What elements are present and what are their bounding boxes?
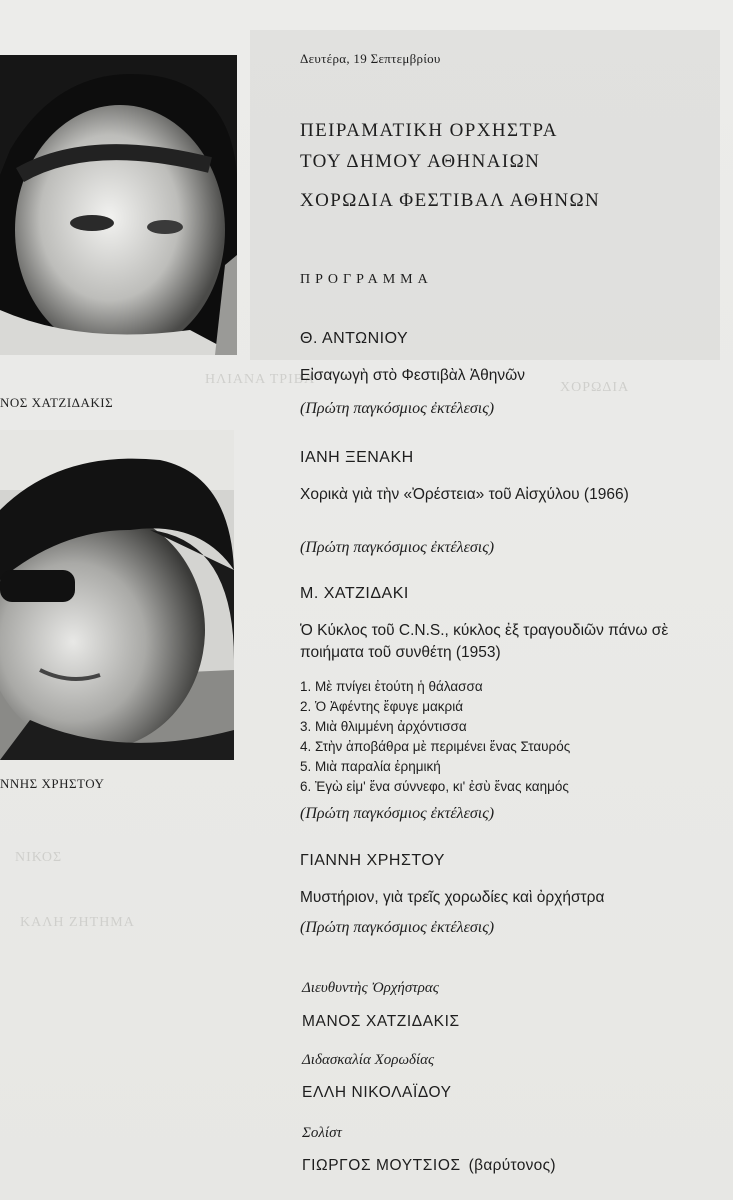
bleed-through-text: ΝΙΚΟΣ xyxy=(15,850,63,865)
list-item: 1. Μὲ πνίγει ἐτούτη ἡ θάλασσα xyxy=(300,679,483,694)
composer-name: ΓΙΑΝΝΗ ΧΡΗΣΤΟΥ xyxy=(300,852,445,869)
soloist-voice-type: (βαρύτονος) xyxy=(468,1157,556,1174)
work-title: Εἰσαγωγὴ στὸ Φεστιβὰλ Ἀθηνῶν xyxy=(300,367,525,384)
soloist-role: Σολίστ xyxy=(302,1125,342,1141)
list-item: 4. Στὴν ἀποβάθρα μὲ περιμένει ἕνας Σταυρός xyxy=(300,739,571,754)
photo-caption-2: ΝΝΗΣ ΧΡΗΣΤΟΥ xyxy=(0,776,105,791)
ensemble-title-line-2: ΤΟΥ ΔΗΜΟΥ ΑΘΗΝΑΙΩΝ xyxy=(300,151,541,172)
work-title: Ὁ Κύκλος τοῦ C.N.S., κύκλος ἐξ τραγουδιῶν πάνω σὲ ποιήματα τοῦ συνθέτη (1953) xyxy=(300,622,669,661)
list-item: 6. Ἐγὼ εἰμ' ἕνα σύννεφο, κι' ἐσὺ ἕνας καημός xyxy=(300,779,569,794)
concert-date: Δευτέρα, 19 Σεπτεμβρίου xyxy=(300,51,441,66)
premiere-note: (Πρώτη παγκόσμιος ἐκτέλεσις) xyxy=(300,400,495,417)
photo-caption-1: ΝΟΣ ΧΑΤΖΙΔΑΚΙΣ xyxy=(0,395,114,410)
portrait-photo-hatzidakis xyxy=(0,55,237,355)
conductor-role: Διευθυντὴς Ὀρχήστρας xyxy=(302,980,439,996)
chorus-director-name: ΕΛΛΗ ΝΙΚΟΛΑΪΔΟΥ xyxy=(302,1084,452,1101)
list-item: 5. Μιὰ παραλία ἐρημική xyxy=(300,759,441,774)
soloist-name: ΓΙΩΡΓΟΣ ΜΟΥΤΣΙΟΣ xyxy=(302,1157,461,1174)
program-heading: ΠΡΟΓΡΑΜΜΑ xyxy=(300,272,433,287)
list-item: 2. Ὁ Ἀφέντης ἔφυγε μακριά xyxy=(300,699,464,714)
list-item: 3. Μιὰ θλιμμένη ἀρχόντισσα xyxy=(300,719,467,734)
composer-name: Θ. ΑΝΤΩΝΙΟΥ xyxy=(300,330,409,347)
chorus-director-role: Διδασκαλία Χορωδίας xyxy=(302,1052,435,1068)
soloist-line xyxy=(302,1157,556,1175)
work-title: Χορικὰ γιὰ τὴν «Ὀρέστεια» τοῦ Αἰσχύλου (1966) xyxy=(300,486,629,503)
ensemble-title-line-1: ΠΕΙΡΑΜΑΤΙΚΗ ΟΡΧΗΣΤΡΑ xyxy=(300,120,558,141)
conductor-name: ΜΑΝΟΣ ΧΑΤΖΙΔΑΚΙΣ xyxy=(302,1013,460,1030)
bleed-through-text: ΚΑΛΗ ΖΗΤΗΜΑ xyxy=(20,915,135,930)
work-title: Μυστήριον, γιὰ τρεῖς χορωδίες καὶ ὀρχήστρα xyxy=(300,889,605,906)
premiere-note: (Πρώτη παγκόσμιος ἐκτέλεσις) xyxy=(300,919,495,936)
premiere-note: (Πρώτη παγκόσμιος ἐκτέλεσις) xyxy=(300,805,495,822)
premiere-note: (Πρώτη παγκόσμιος ἐκτέλεσις) xyxy=(300,539,495,556)
ensemble-title-line-3: ΧΟΡΩΔΙΑ ΦΕΣΤΙΒΑΛ ΑΘΗΝΩΝ xyxy=(300,190,601,211)
bleed-through-text: ΗΛΙΑΝΑ ΤΡΙΒΑ xyxy=(205,372,316,387)
composer-name: ΙΑΝΗ ΞΕΝΑΚΗ xyxy=(300,449,414,466)
portrait-photo-christou xyxy=(0,430,234,760)
composer-name: Μ. ΧΑΤΖΙΔΑΚΙ xyxy=(300,585,409,602)
bleed-through-text: ΧΟΡΩΔΙΑ xyxy=(560,380,630,395)
song-list xyxy=(300,677,570,797)
